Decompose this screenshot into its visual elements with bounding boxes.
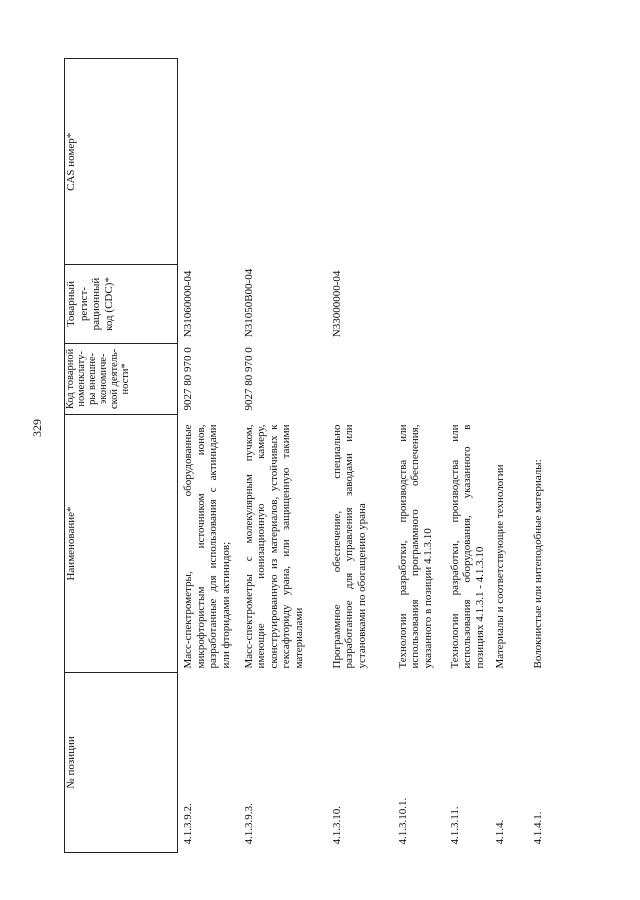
- row-position: 4.1.3.10.1.: [396, 797, 409, 845]
- table-row: [178, 59, 243, 853]
- row-name: Волокнистые или нитеподобные материалы:: [531, 459, 544, 669]
- row-name: Технологии разработки, производства или использования программного обеспечения, указанного в позиции 4.1.3.10: [396, 424, 434, 669]
- row-cdc: [494, 265, 532, 343]
- row-cas: [243, 59, 331, 265]
- row-position: 4.1.3.9.3.: [242, 803, 255, 845]
- header-code: Код товарной номенклату-ры внешне-экономиче-ской деятель-ности*: [65, 343, 178, 414]
- row-cdc: [397, 265, 449, 343]
- header-cas: CAS номер*: [65, 59, 178, 265]
- header-position: № позиции: [65, 673, 178, 853]
- row-cas: [532, 59, 562, 265]
- header-cdc: Товарный регист-рационный код (CDC)*: [65, 265, 178, 343]
- table-row: [494, 59, 532, 853]
- row-cdc: [532, 265, 562, 343]
- row-name: Технологии разработки, производства или использования оборудования, указанного в позициях 4.1.3.1 - 4.1.3.10: [448, 424, 486, 669]
- row-code: [331, 343, 397, 414]
- row-code: [449, 343, 494, 414]
- row-position: 4.1.4.1.: [531, 811, 544, 845]
- row-cdc: N31050B00-04: [242, 268, 255, 338]
- table-row: [397, 59, 449, 853]
- nomenclature-table: [64, 58, 562, 853]
- row-name: Программное обеспечение, специально разработанное для управления заводами или установками по обогащению урана: [330, 424, 368, 669]
- row-code: [494, 343, 532, 414]
- row-name: Масс-спектрометры, оборудованные микрофтористым источником ионов, разработанные для использования с актинидами или фторидами актинидов;: [182, 424, 232, 669]
- table-row: [243, 59, 331, 853]
- row-cas: [178, 59, 243, 265]
- row-cdc: [449, 265, 494, 343]
- row-name: Масс-спектрометры с молекулярным пучком, имеющие ионизационную камеру, сконструированную из материалов, устойчивых к гексафториду урана, или защищенную такими материалами: [242, 424, 305, 669]
- row-code: 9027 80 970 0: [182, 347, 194, 411]
- row-code: 9027 80 970 0: [242, 347, 255, 411]
- row-cas: [494, 59, 532, 265]
- row-position: 4.1.4.: [493, 819, 506, 845]
- row-cas: [449, 59, 494, 265]
- row-position: 4.1.3.9.2.: [182, 803, 194, 845]
- row-code: [532, 343, 562, 414]
- row-cdc: N31060000-04: [182, 270, 194, 338]
- table-header: [65, 59, 178, 853]
- page-number: 329: [30, 419, 44, 437]
- table-row: [532, 59, 562, 853]
- row-code: [397, 343, 449, 414]
- row-cdc: N33000000-04: [330, 270, 343, 338]
- row-position: 4.1.3.10.: [330, 806, 343, 845]
- row-name: Материалы и соответствующие технологии: [493, 464, 506, 669]
- header-name: Наименование*: [65, 415, 178, 673]
- table-row: [331, 59, 397, 853]
- row-position: 4.1.3.11.: [448, 806, 461, 845]
- row-cas: [397, 59, 449, 265]
- row-cas: [331, 59, 397, 265]
- table-row: [449, 59, 494, 853]
